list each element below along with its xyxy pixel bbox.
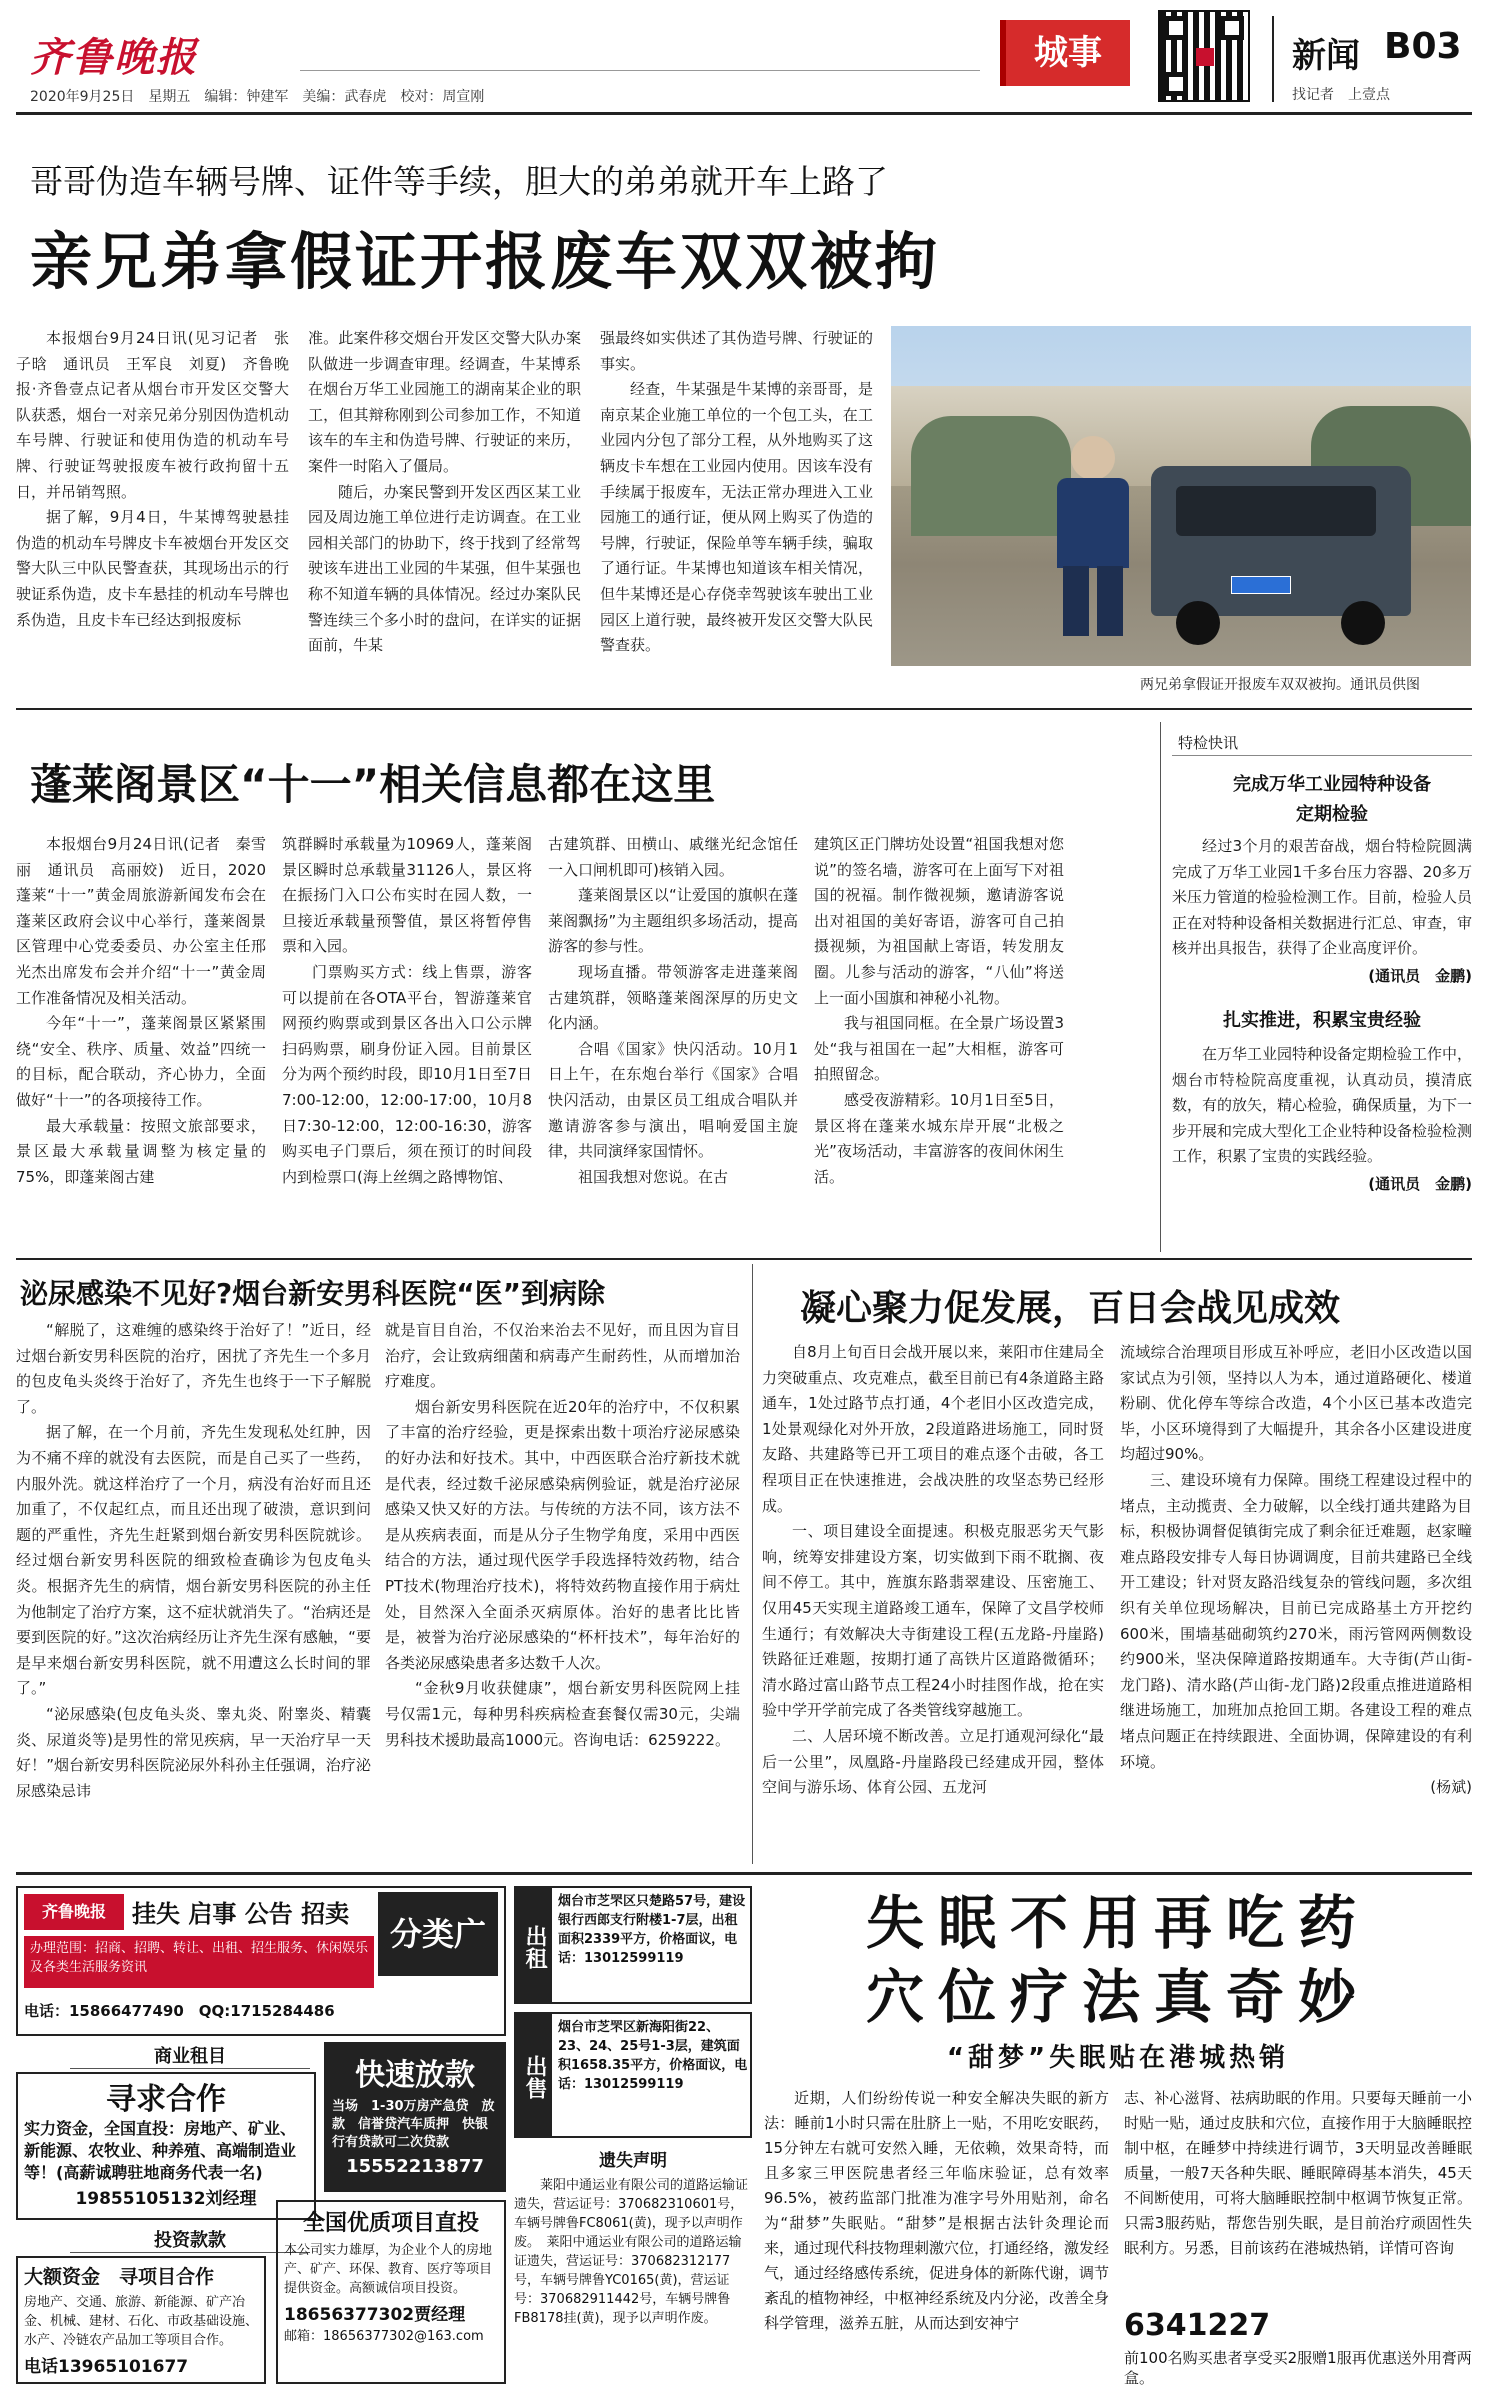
sleep-title-1: 失眠不用再吃药 [865,1889,1370,1957]
story2-paragraph: 蓬莱阁景区以“让爱国的旗帜在蓬莱阁飘扬”为主题组织多场活动，提高游客的参与性。 [548,886,798,956]
story2-paragraph: 建筑区正门牌坊处设置“祖国我想对您说”的签名墙，游客可在上面写下对祖国的祝福。制作微视频，邀请游客说出对祖国的美好寄语，游客可自己拍摄视频，为祖国献上寄语，转发朋友圈。儿参与活动的游客，“八仙”将送上一面小国旗和神秘小礼物。 [814,835,1064,1007]
story2-paragraph: 我与祖国同框。在全景广场设置3处“我与祖国在一起”大相框，游客可拍照留念。 [814,1014,1064,1084]
sale-ad [514,2012,752,2138]
sleep-subtitle: “甜梦”失眠贴在港城热销 [946,2043,1290,2073]
notice-title: 遗失声明 [599,2151,667,2171]
story4-paragraph: 二、人居环境不断改善。立足打通观河绿化“最后一公里”，凤凰路-丹崖路段已经建成开园，整体空间与游乐场、体育公园、五龙河 [762,1726,1104,1797]
notice-body: 莱阳中通运业有限公司的道路运输证遗失，营运证号：370682310601号，车辆号牌鲁FC8061(黄)，现予以声明作废。 莱阳中通运业有限公司的道路运输证遗失，营运证号：370682312177号，车辆号牌鲁YC0165(黄)，营运证号：370682911442号，车辆号牌鲁FB8178挂(黄)，现予以声明作废。 [514,2178,749,2326]
notice-ad [514,2146,752,2382]
sleep-col1: 近期，人们纷纷传说一种安全解决失眠的新方法：睡前1小时只需在肚脐上一贴，不用吃安眠药，15分钟左右就可安然入睡，无依赖，效果奇特，而且多家三甲医院患者经三年临床验证，总有效率96.5%，被药监部门批准为准字号外用贴剂，命名为“甜梦”失眠贴。“甜梦”是根据古法针灸理论而来，通过现代科技物理刺激穴位，打通经络，激发经气，通过经络感传系统，促进身体的新陈代谢，调节紊乱的植物神经，中枢神经系统及内分泌，改善全身科学管理，滋养五脏，从而达到安神宁 [764,2089,1109,2332]
classified-logo: 分类广告 [378,1892,498,1976]
story4-col2 [1120,1340,1472,1860]
seek-title: 寻求合作 [106,2082,226,2117]
classified-logo-icon: 齐鲁晚报 [24,1894,124,1930]
story3-paragraph: 烟台新安男科医院在近20年的治疗中，不仅积累了丰富的治疗经验，更是探索出数十项治疗泌尿感染的好办法和好技术。其中，中西医联合治疗新技术就是代表，经过数千泌尿感染病例验证，就是治疗泌尿感染又快又好的方法。与传统的方法不同，该方法不是从疾病表面，而是从分子生物学角度，采用中西医结合的方法，通过现代医学手段选择特效药物，结合PT技术(物理治疗技术)，将特效药物直接作用于病灶处，目然深入全面杀灭病原体。治好的患者比比皆是，被誉为治疗泌尿感染的“杯杆技术”，每年治好的各类泌尿感染患者多达数千人次。 [385,1397,740,1672]
story1-col2 [308,326,581,706]
section-tag-label: 城事 [1034,33,1102,73]
story3-paragraph: “泌尿感染(包皮龟头炎、睾丸炎、附睾炎、精囊炎、尿道炎等)是男性的常见疾病，早一天治疗早一天好！”烟台新安男科医院泌尿外科孙主任强调，治疗泌尿感染忌讳 [16,1704,371,1800]
quality-email: 邮箱：18656377302@163.com [284,2329,484,2344]
quality-ad [276,2200,506,2384]
sale-tag: 出售 [516,2014,552,2138]
section-name: 新闻 [1292,36,1360,76]
story2-paragraph: 现场直播。带领游客走进蓬莱阁古建筑群，领略蓬莱阁深厚的历史文化内涵。 [548,962,798,1033]
sidebar [1172,730,1472,1250]
rent-tag: 出租 [516,1888,552,2004]
story4-col1 [762,1340,1104,1860]
fund-title: 大额资金 寻项目合作 [24,2266,215,2288]
story2-col2 [282,832,532,1242]
seek-ad [16,2072,316,2220]
biz-tag: 商业租目 [70,2042,310,2069]
sale-text: 烟台市芝罘区新海阳街22、23、24、25号1-3层，建筑面积1658.35平方，价格面议，电话：13012599119 [558,2020,748,2092]
masthead-bottom-rule [16,112,1472,115]
story1-paragraph: 本报烟台9月24日讯(见习记者 张子晗 通讯员 王军良 刘夏) 齐鲁晚报·齐鲁壹点记者从烟台市开发区交警大队获悉，烟台一对亲兄弟分别因伪造机动车号牌、行驶证和使用伪造的机动车号牌、行驶证驾驶报废车被行政拘留十五日，并吊销驾照。 [16,329,289,501]
story2-paragraph: 门票购买方式：线上售票，游客可以提前在各OTA平台，智游蓬莱官网预约购票或到景区各出入口公示牌扫码购票，刷身份证入园。目前景区分为两个预约时段，即10月1日至7日7:00-12:00，12:00-17:00，10月8日7:30-12:00，12:00-16:30，游客购买电子门票后，须在预订的时间段内到检票口(海上丝绸之路博物馆、 [282,962,532,1186]
classified-scope: 办理范围：招商、招聘、转让、出租、招生服务、休闲娱乐及各类生活服务资讯 [24,1936,374,1988]
story2-paragraph: 本报烟台9月24日讯(记者 秦雪丽 通讯员 高丽姣) 近日，2020蓬莱“十一”黄金周旅游新闻发布会在蓬莱区政府会议中心举行，蓬莱阁景区管理中心党委委员、办公室主任邢光杰出席发布会并介绍“十一”黄金周工作准备情况及相关活动。 [16,835,266,1007]
story3-paragraph: “解脱了，这难缠的感染终于治好了！”近日，经过烟台新安男科医院的治疗，困扰了齐先生一个多月的包皮龟头炎终于治好了，齐先生也终于一下子解脱了。 [16,1321,371,1416]
invest-tag: 投资款款 [70,2226,310,2253]
story3-paragraph: 据了解，在一个月前，齐先生发现私处红肿，因为不痛不痒的就没有去医院，而是自己买了一些药，内服外洗。就这样治疗了一个月，病没有治好而且还加重了，不仅起红点，而且还出现了破溃，意识到问题的严重性，齐先生赶紧到烟台新安男科医院就诊。经过烟台新安男科医院的细致检查确诊为包皮龟头炎。根据齐先生的病情，烟台新安男科医院的孙主任为他制定了治疗方案，这不症状就消失了。“治病还是要到医院的好。”这次治病经历让齐先生深有感触，“要是早来烟台新安男科医院，就不用遭这么长时间的罪了。” [16,1423,371,1698]
sidebar-item2-title: 扎实推进，积累宝贵经验 [1223,1009,1421,1031]
story3-col2 [385,1318,740,1858]
section-rule [16,708,1472,710]
story1-col1 [16,326,289,706]
column-divider [752,1264,753,1864]
story2-paragraph: 祖国我想对您说。在古 [578,1167,729,1186]
story4-paragraph: 一、项目建设全面提速。积极克服恶劣天气影响，统筹安排建设方案，切实做到下雨不耽搁、夜间不停工。其中，旌旗东路翡翠建设、压密施工、仅用45天实现主道路竣工通车，保障了文昌学校师生通行；有效解决大寺街建设工程(五龙路-丹崖路)铁路征迁难题，按期打通了高铁片区道路微循环；清水路过富山路节点工程24小时挂图作战，抢在实验中学开学前完成了各类管线穿越施工。 [762,1522,1104,1720]
seek-phone: 19855105132刘经理 [75,2189,257,2209]
date-line: 2020年9月25日 星期五 编辑：钟建军 美编：武春虎 校对：周宣刚 [30,89,485,105]
sleep-ad [764,1886,1472,2386]
story1-paragraph: 准。此案件移交烟台开发区交警大队办案队做进一步调查审理。经调查，牛某博系在烟台万华工业园施工的湖南某企业的职工，但其辩称刚到公司参加工作，不知道该车的车主和伪造号牌、行驶证的来历，案件一时陷入了僵局。 [308,329,581,475]
story2-title: 蓬莱阁景区“十一”相关信息都在这里 [30,760,716,809]
sidebar-tag: 特检快讯 [1172,730,1472,756]
story1-paragraph: 强最终如实供述了其伪造号牌、行驶证的事实。 [600,329,873,373]
story1-photo [891,326,1471,666]
masthead [0,0,1488,112]
story2-paragraph: 感受夜游精彩。10月1日至5日，景区将在蓬莱水城东岸开展“北极之光”夜场活动，丰富游客的夜间休闲生活。 [814,1090,1064,1186]
sleep-title-2: 穴位疗法真奇妙 [865,1963,1370,2031]
rent-text: 烟台市芝罘区只楚路57号，建设银行西郎支行附楼1-7层，出租面积2339平方，价格面议，电话：13012599119 [558,1894,746,1966]
rent-ad [514,1886,752,2004]
loan-ad [324,2042,506,2192]
story2-paragraph: 筑群瞬时承载量为10969人，蓬莱阁景区瞬时总承载量31126人，景区将在振扬门入口公布实时在园人数，一旦接近承载量预警值，景区将暂停售票和入园。 [282,835,532,956]
classified-banner: 挂失 启事 公告 招卖 [132,1900,350,1928]
classified-ad [16,1886,506,2036]
sidebar-item2-credit: (通讯员 金鹏) [1368,1174,1472,1193]
fund-body: 房地产、交通、旅游、新能源、矿产冶金、机械、建材、石化、市政基础设施、水产、冷链农产品加工等项目合作。 [24,2295,259,2348]
story1-paragraph: 随后，办案民警到开发区西区某工业园及周边施工单位进行走访调查。在工业园相关部门的协助下，终于找到了经常驾驶该车进出工业园的牛某强，但牛某强也称不知道车辆的具体情况。经过办案队民警连续三个多小时的盘问，在详实的证据面前，牛某 [308,482,581,655]
story3-paragraph: 就是盲目自治，不仅治来治去不见好，而且因为盲目治疗，会让致病细菌和病毒产生耐药性，从而增加治疗难度。 [385,1321,740,1391]
story1-photo-caption: 两兄弟拿假证开报废车双双被拘。通讯员供图 [1140,677,1420,693]
story4-paragraph: (杨斌) [1430,1778,1472,1797]
slogan: 找记者 上壹点 [1292,87,1390,103]
story2-paragraph: 合唱《国家》快闪活动。10月1日上午，在东炮台举行《国家》合唱快闪活动，由景区员工组成合唱队并邀请游客参与演出，唱响爱国主旋律，共同演绎家国情怀。 [548,1039,798,1161]
newspaper-logo: 齐鲁晚报 [30,34,198,81]
fund-ad [16,2256,266,2384]
sidebar-item1-title: 完成万华工业园特种设备定期检验 [1233,774,1431,825]
classified-phone: 电话：15866477490 QQ:1715284486 [24,2002,335,2020]
section-rule [16,1872,1472,1875]
quality-phone: 18656377302贾经理 [284,2305,466,2325]
story2-col4 [814,832,1064,1242]
sidebar-item1-credit: (通讯员 金鹏) [1368,966,1472,985]
quality-body: 本公司实力雄厚，为企业个人的房地产、矿产、环保、教育、医疗等项目提供资金。高额诚信项目投资。 [284,2243,493,2296]
sidebar-item1-body: 经过3个月的艰苦奋战，烟台特检院圆满完成了万华工业园1千多台压力容器、20多万米压力管道的检验检测工作。目前，检验人员正在对特种设备相关数据进行汇总、审查，审核并出具报告，获得了企业高度评价。 [1172,837,1472,958]
qr-code-icon [1158,10,1250,102]
section-tag [1000,20,1130,86]
sidebar-divider [1160,722,1161,1252]
story2-paragraph: 今年“十一”，蓬莱阁景区紧紧围绕“安全、秩序、质量、效益”四统一的目标，配合联动，齐心协力，全面做好“十一”的各项接待工作。 [16,1014,266,1109]
page-number: B03 [1384,26,1462,67]
story4-title: 凝心聚力促发展，百日会战见成效 [800,1288,1341,1329]
loan-title: 快速放款 [355,2058,475,2093]
sleep-phone: 6341227 [1124,2308,1271,2343]
seek-body: 实力资金，全国直投：房地产、矿业、新能源、农牧业、种养殖、高端制造业等！(高薪诚聘驻地商务代表一名) [24,2119,297,2182]
story1-title: 亲兄弟拿假证开报废车双双被拘 [30,225,941,298]
story1-col3 [600,326,873,706]
loan-body: 当场 1-30万房产急贷 放款 信誉贷汽车质押 快银行有贷款可二次贷款 [332,2099,495,2150]
story4-paragraph: 流域综合治理项目形成互补呼应，老旧小区改造以国家试点为引领，坚持以人为本，通过道路硬化、楼道粉刷、优化停车等综合改造，4个小区已基本改造完毕，小区环境得到了大幅提升，其余各小区建设进度均超过90%。 [1120,1343,1472,1464]
story3-paragraph: “金秋9月收获健康”，烟台新安男科医院网上挂号仅需1元，每种男科疾病检查套餐仅需30元，尖端男科技术援助最高1000元。咨询电话：6259222。 [385,1679,740,1749]
story2-paragraph: 古建筑群、田横山、戚继光纪念馆任一入口闸机即可)核销入园。 [548,835,798,879]
section-rule [16,1258,1472,1260]
story3-col1 [16,1318,371,1858]
loan-phone: 15552213877 [346,2156,484,2177]
sidebar-item2-body: 在万华工业园特种设备定期检验工作中，烟台市特检院高度重视，认真动员，摸清底数，有的放矢，精心检验，确保质量，为下一步开展和完成大型化工企业特种设备检验检测工作，积累了宝贵的实践经验。 [1172,1044,1472,1166]
story1-paragraph: 经查，牛某强是牛某博的亲哥哥，是南京某企业施工单位的一个包工头，在工业园内分包了部分工程，从外地购买了这辆皮卡车想在工业园内使用。因该车没有手续属于报废车，无法正常办理进入工业园施工的通行证，便从网上购买了伪造的号牌，行驶证，保险单等车辆手续，骗取了通行证。牛某博也知道该车相关情况，但牛某博还是心存侥幸驾驶该车驶出工业园区上道行驶，最终被开发区交警大队民警查获。 [600,380,873,655]
sleep-tail: 前100名购买患者享受买2服赠1服再优惠送外用膏两盒。 [1124,2349,1472,2386]
story1-subtitle: 哥哥伪造车辆号牌、证件等手续，胆大的弟弟就开车上路了 [30,162,888,201]
masthead-divider [1272,16,1274,102]
masthead-rule-left [300,70,980,71]
sleep-col2: 志、补心滋肾、祛病助眠的作用。只要每天睡前一小时贴一贴，通过皮肤和穴位，直接作用于大脑睡眠控制中枢，在睡梦中持续进行调节，3天明显改善睡眠质量，一般7天各种失眠、睡眠障碍基本消失，45天不间断使用，可将大脑睡眠控制中枢调节恢复正常。只需3服药贴，帮您告别失眠，是目前治疗顽固性失眠利方。另悉，目前该药在港城热销，详情可咨询 [1124,2089,1472,2257]
story2-col1 [16,832,266,1242]
story3-title: 泌尿感染不见好?烟台新安男科医院“医”到病除 [20,1277,606,1310]
story4-paragraph: 三、建设环境有力保障。围绕工程建设过程中的堵点，主动揽责、全力破解，以全线打通共建路为目标，积极协调督促镇街完成了剩余征迁难题，赵家疃难点路段安排专人每日协调调度，目前共建路已全线开工建设；针对贤友路沿线复杂的管线问题，多次组织有关单位现场解决，目前已完成路基土方开挖约600米，围墙基础砌筑约270米，雨污管网两侧数设约900米，坚决保障道路按期通车。大寺街(芦山街-龙门路)、清水路(芦山街-龙门路)2段重点推进道路相继进场施工，加班加点抢回工期。各建设工程的难点堵点问题正在持续跟进、全面协调，保障建设的有利环境。 [1120,1470,1472,1771]
story2-col3 [548,832,798,1242]
fund-phone: 电话13965101677 [24,2357,189,2377]
story2-paragraph: 最大承载量：按照文旅部要求，景区最大承载量调整为核定量的75%，即蓬莱阁古建 [16,1116,266,1186]
story1-paragraph: 据了解，9月4日，牛某博驾驶悬挂伪造的机动车号牌皮卡车被烟台开发区交警大队三中队民警查获，其现场出示的行驶证系伪造，皮卡车悬挂的机动车号牌也系伪造，且皮卡车已经达到报废标 [16,508,289,629]
quality-title: 全国优质项目直投 [302,2211,479,2236]
story4-paragraph: 自8月上旬百日会战开展以来，莱阳市住建局全力突破重点、攻克难点，截至目前已有4条道路主路通车，1处过路节点打通，4个老旧小区改造完成，1处景观绿化对外开放，2段道路进场施工，同时贤友路、共建路等已开工项目的难点逐个击破，各工程项目正在快速推进，会战决胜的攻坚态势已经形成。 [762,1343,1104,1515]
